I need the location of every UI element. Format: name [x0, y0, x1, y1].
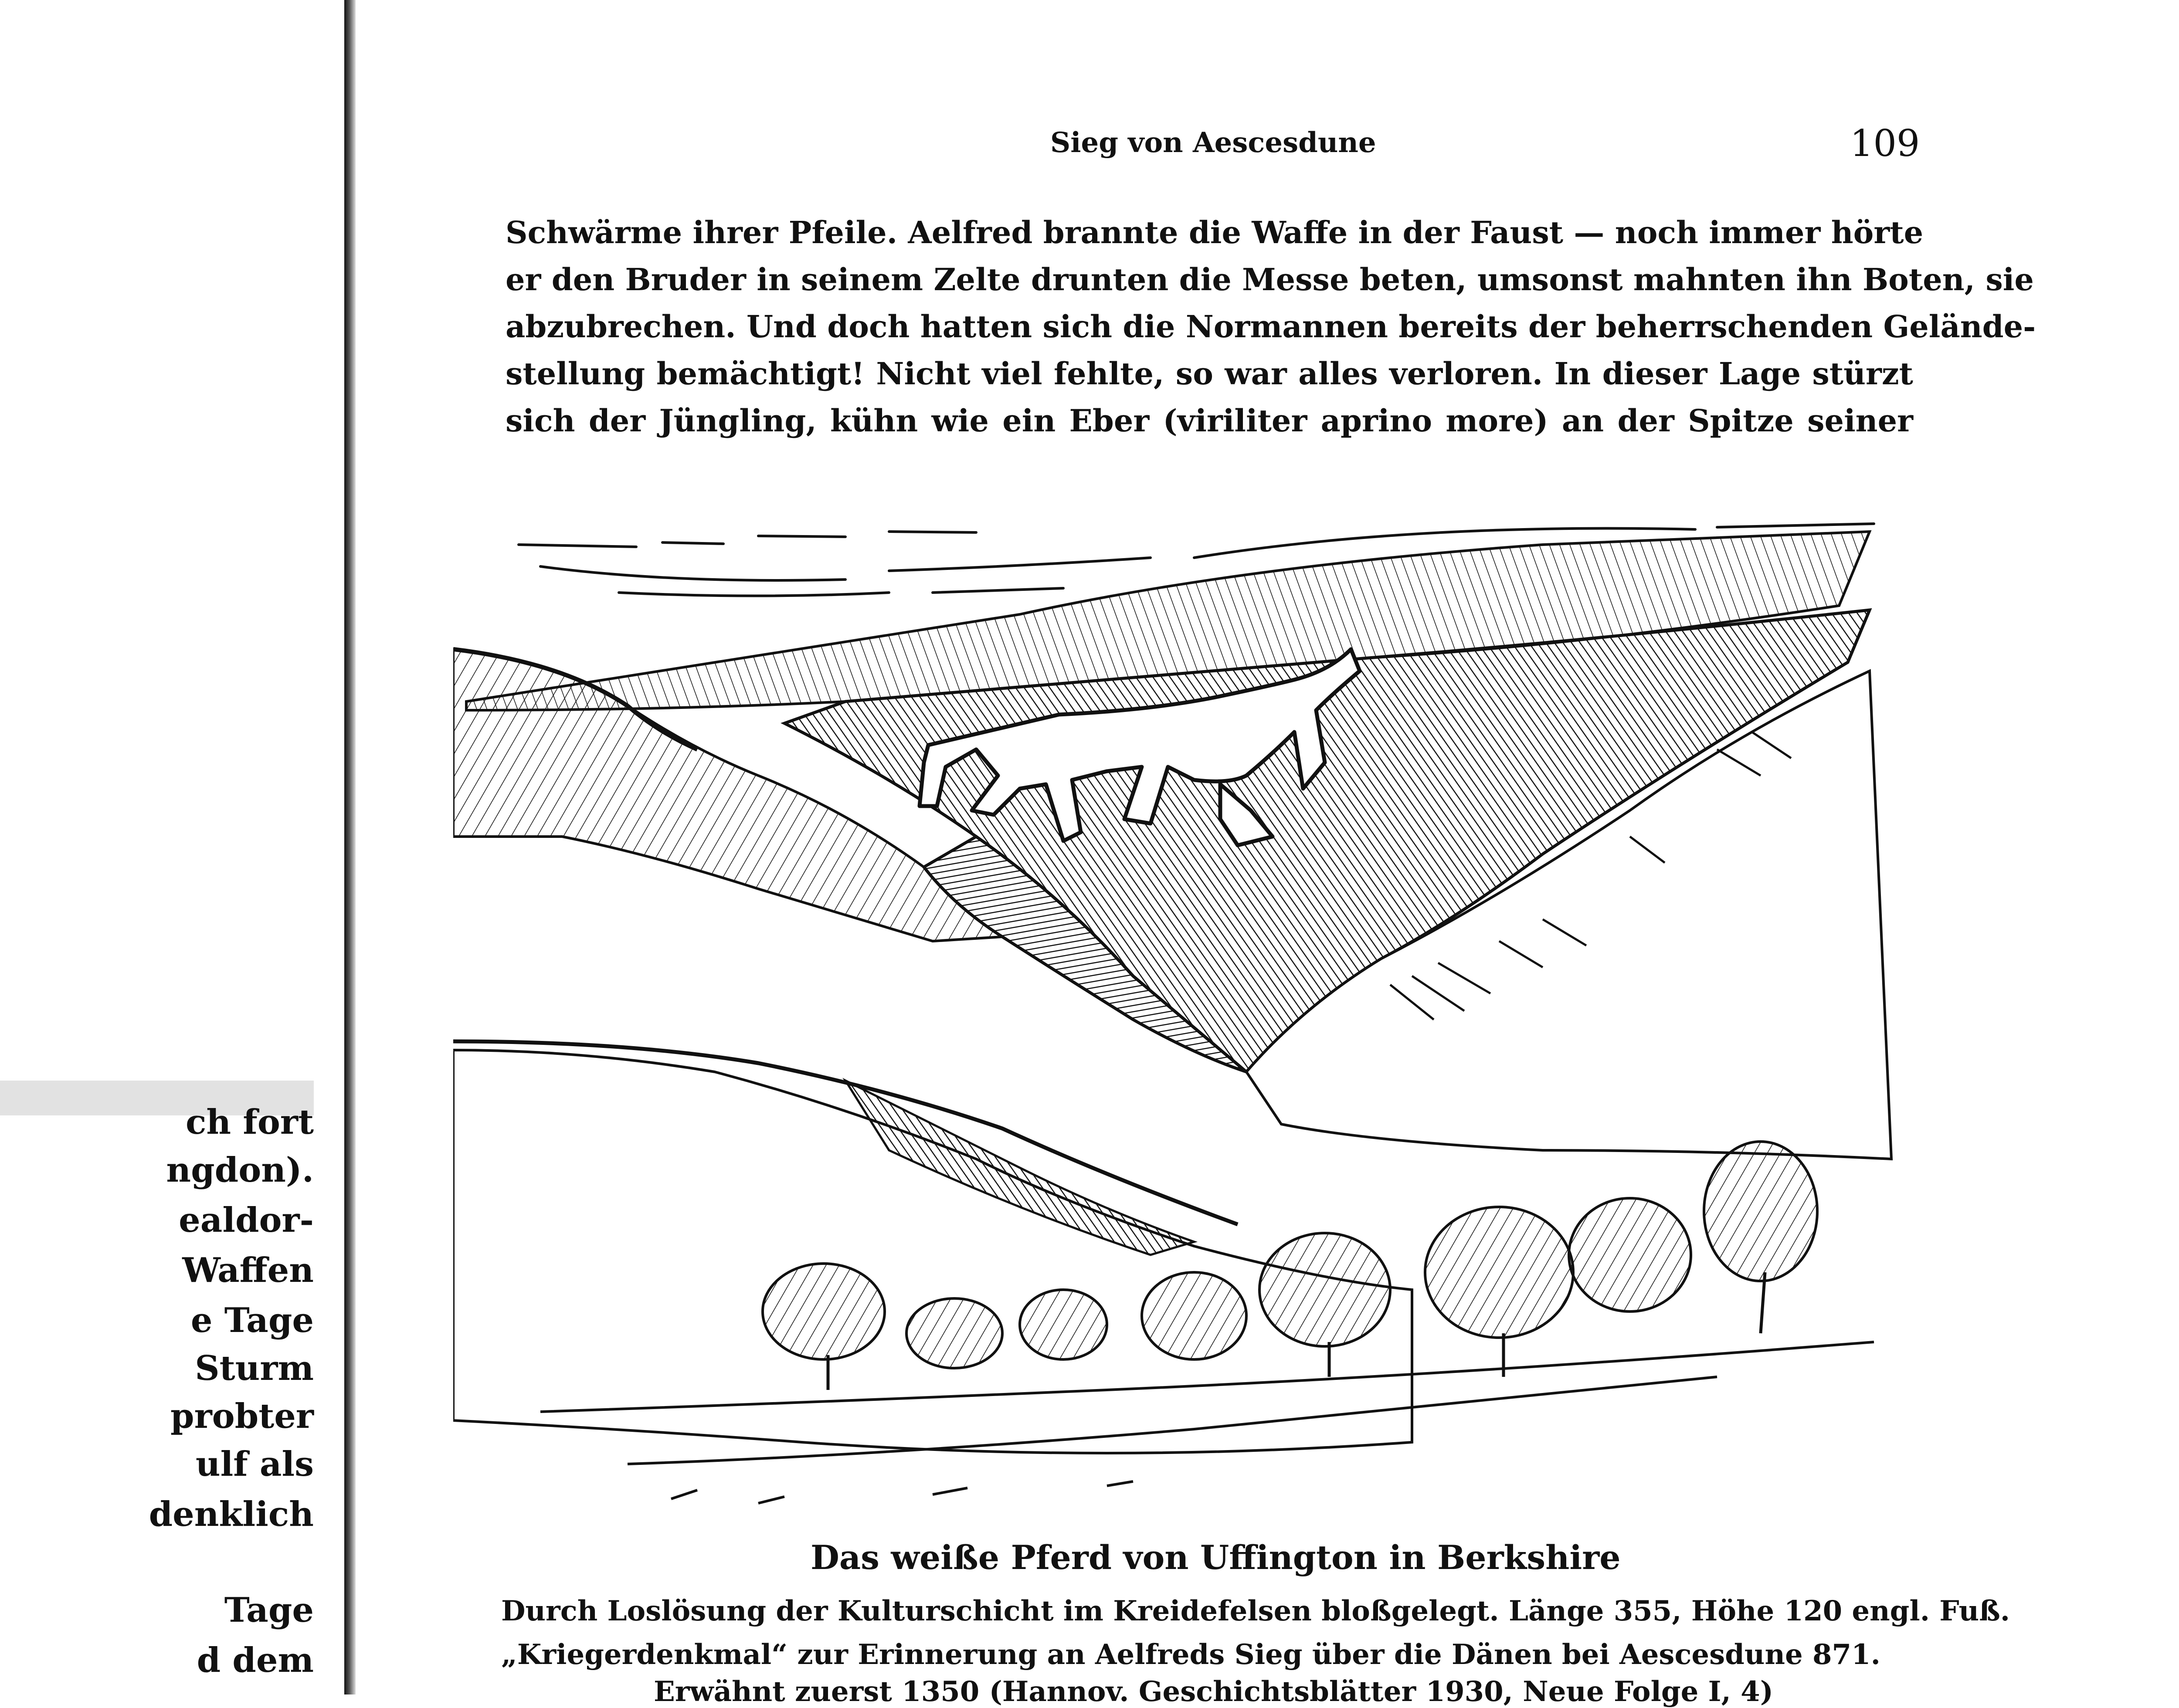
left-page-line: Waffen — [182, 1250, 314, 1290]
left-page-line: d dem — [197, 1640, 314, 1680]
body-line: sich der Jüngling, kühn wie ein Eber (viriliter aprino more) an der Spitze seiner — [506, 403, 1913, 439]
white-horse-illustration — [453, 505, 1926, 1521]
page-number: 109 — [1850, 122, 1920, 165]
caption-title: Das weiße Pferd von Uffington in Berkshire — [811, 1538, 1621, 1577]
body-line: abzubrechen. Und doch hatten sich die Normannen bereits der beherrschenden Gelände- — [506, 308, 2036, 345]
running-head: Sieg von Aescesdune — [1050, 126, 1376, 159]
caption-line: „Kriegerdenkmal“ zur Erinnerung an Aelfreds Sieg über die Dänen bei Aescesdune 871. — [501, 1638, 1880, 1671]
left-page-line: ealdor- — [179, 1200, 314, 1240]
left-page-line: ulf als — [195, 1444, 314, 1484]
left-page-fragment — [0, 0, 344, 1694]
left-page-line: e Tage — [190, 1301, 314, 1340]
body-line: er den Bruder in seinem Zelte drunten die Messe beten, umsonst mahnten ihn Boten, sie — [506, 261, 2034, 298]
body-line: Schwärme ihrer Pfeile. Aelfred brannte die Waffe in der Faust — noch immer hörte — [506, 214, 1924, 251]
left-page-line: ch fort — [185, 1102, 314, 1142]
left-page-line: probter — [170, 1396, 314, 1436]
body-line: stellung bemächtigt! Nicht viel fehlte, so war alles verloren. In dieser Lage stürzt — [506, 356, 1913, 392]
left-page-line: ngdon). — [166, 1150, 314, 1190]
left-page-line: Tage — [224, 1590, 314, 1630]
left-page-line: denklich — [149, 1494, 314, 1534]
foreground-slope — [453, 1050, 1412, 1453]
left-page-line: Sturm — [195, 1349, 314, 1388]
body-text — [506, 209, 2036, 444]
caption-line: Durch Loslösung der Kulturschicht im Kreidefelsen bloßgelegt. Länge 355, Höhe 120 engl. Fuß. — [501, 1595, 2010, 1627]
caption-line: Erwähnt zuerst 1350 (Hannov. Geschichtsblätter 1930, Neue Folge I, 4) — [654, 1675, 1773, 1708]
book-binding — [344, 0, 356, 1694]
